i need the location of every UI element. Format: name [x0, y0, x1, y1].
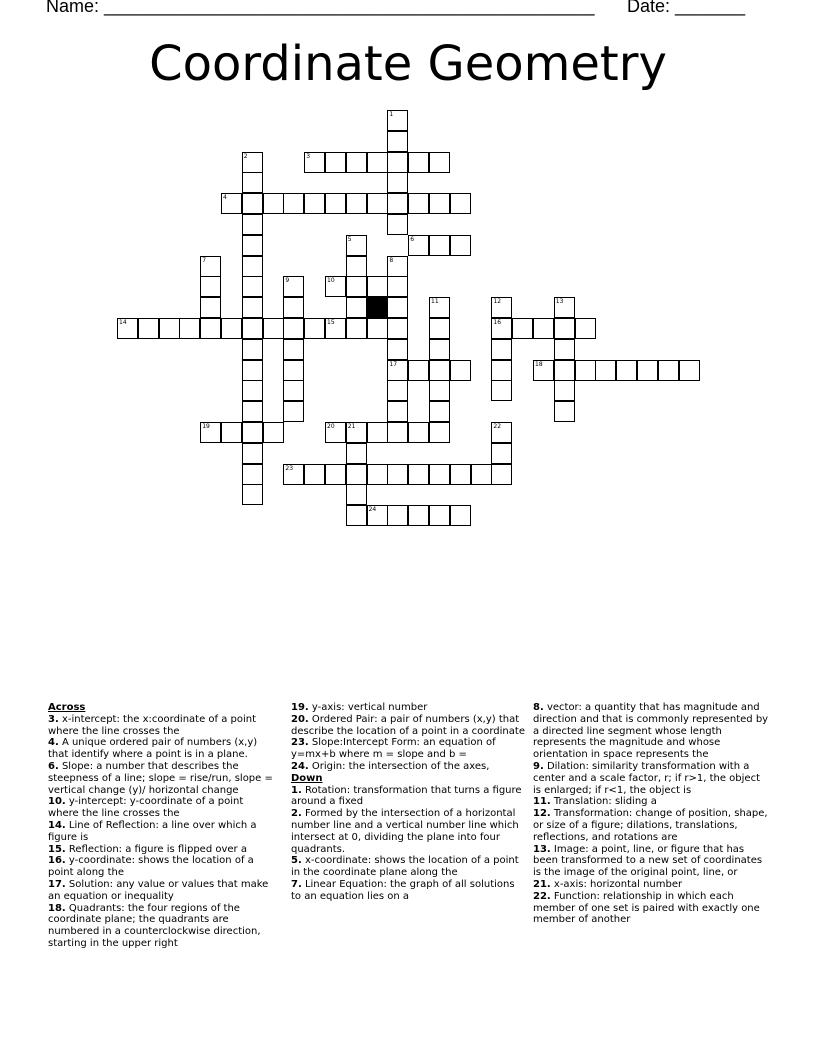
crossword-cell[interactable]: [533, 360, 554, 381]
clue-down-8: 8. vector: a quantity that has magnitude and direction and that is commonly represented by a directed line segment whose length represents the magnitude and whose orientation in space represents the: [533, 702, 769, 761]
crossword-cell[interactable]: [367, 505, 388, 526]
crossword-cell[interactable]: [242, 318, 263, 339]
crossword-cell[interactable]: [242, 360, 263, 381]
crossword-cell[interactable]: [554, 360, 575, 381]
crossword-cell[interactable]: [221, 422, 242, 443]
crossword-cell[interactable]: [429, 401, 450, 422]
crossword-cell[interactable]: [387, 505, 408, 526]
down-heading: Down: [291, 772, 323, 784]
crossword-cell[interactable]: [283, 401, 304, 422]
crossword-cell[interactable]: [242, 380, 263, 401]
crossword-cell[interactable]: [138, 318, 159, 339]
crossword-cell[interactable]: [408, 464, 429, 485]
crossword-cell[interactable]: [263, 422, 284, 443]
clue-number: 6: [410, 235, 415, 243]
crossword-cell[interactable]: [242, 339, 263, 360]
crossword-cell[interactable]: [429, 339, 450, 360]
crossword-cell[interactable]: [304, 193, 325, 214]
crossword-cell[interactable]: [512, 318, 533, 339]
crossword-cell[interactable]: [346, 422, 367, 443]
crossword-cell[interactable]: [325, 464, 346, 485]
clue-down-1: 1. Rotation: transformation that turns a figure around a fixed: [291, 784, 522, 808]
crossword-cell[interactable]: [242, 484, 263, 505]
crossword-cell[interactable]: [283, 464, 304, 485]
crossword-cell[interactable]: [283, 380, 304, 401]
clue-across-4: 4. A unique ordered pair of numbers (x,y) that identify where a point is in a plane.: [48, 737, 258, 761]
crossword-cell[interactable]: [242, 235, 263, 256]
crossword-cell[interactable]: [554, 380, 575, 401]
crossword-cell[interactable]: [159, 318, 180, 339]
crossword-cell[interactable]: [200, 318, 221, 339]
crossword-cell[interactable]: [367, 276, 388, 297]
crossword-cell[interactable]: [242, 172, 263, 193]
clue-across-6: 6. Slope: a number that describes the steepness of a line; slope = rise/run, slope = vertical change (y)/ horizontal change: [48, 760, 273, 796]
crossword-cell[interactable]: [242, 422, 263, 443]
crossword-cell[interactable]: [346, 297, 367, 318]
crossword-cell[interactable]: [367, 422, 388, 443]
clue-across-15: 15. Reflection: a figure is flipped over a: [48, 843, 247, 855]
clue-number: 22: [493, 423, 502, 430]
crossword-cell[interactable]: [304, 152, 325, 173]
crossword-cell[interactable]: [491, 380, 512, 401]
crossword-cell[interactable]: [387, 401, 408, 422]
crossword-cell[interactable]: [242, 464, 263, 485]
page-title: Coordinate Geometry: [149, 36, 667, 92]
crossword-cell[interactable]: [387, 172, 408, 193]
crossword-cell[interactable]: [221, 193, 242, 214]
crossword-cell[interactable]: [283, 297, 304, 318]
crossword-cell[interactable]: [491, 443, 512, 464]
clue-across-24: 24. Origin: the intersection of the axes,: [291, 760, 490, 772]
clue-number: 20: [327, 423, 335, 430]
clue-across-23: 23. Slope:Intercept Form: an equation of y=mx+b where m = slope and b =: [291, 737, 496, 761]
crossword-black-square: [367, 297, 388, 318]
crossword-cell[interactable]: [200, 422, 221, 443]
clue-number: 14: [119, 319, 127, 326]
crossword-cell[interactable]: [367, 152, 388, 173]
clue-number: 8: [389, 256, 394, 264]
crossword-cell[interactable]: [283, 276, 304, 297]
crossword-cell[interactable]: [429, 505, 450, 526]
clue-across-3: 3. x-intercept: the x:coordinate of a point where the line crosses the: [48, 713, 257, 737]
crossword-cell[interactable]: [346, 505, 367, 526]
crossword-cell[interactable]: [346, 152, 367, 173]
crossword-cell[interactable]: [283, 360, 304, 381]
clue-down-9: 9. Dilation: similarity transformation with a center and a scale factor, r; if r>1, the object is enlarged; if r<1, the object is: [533, 760, 761, 796]
clue-across-16: 16. y-coordinate: shows the location of a point along the: [48, 855, 254, 879]
crossword-cell[interactable]: [491, 464, 512, 485]
crossword-cell[interactable]: [491, 360, 512, 381]
clue-down-7: 7. Linear Equation: the graph of all solutions to an equation lies on a: [291, 878, 515, 902]
crossword-cell[interactable]: [429, 297, 450, 318]
clue-down-22: 22. Function: relationship in which each member of one set is paired with exactly one member of another: [533, 890, 760, 926]
clue-number: 15: [327, 319, 335, 326]
clue-number: 9: [285, 277, 290, 285]
crossword-cell[interactable]: [242, 256, 263, 277]
clue-across-10: 10. y-intercept: y-coordinate of a point where the line crosses the: [48, 796, 244, 820]
crossword-cell[interactable]: [346, 484, 367, 505]
crossword-cell[interactable]: [117, 318, 138, 339]
crossword-cell[interactable]: [387, 214, 408, 235]
crossword-cell[interactable]: [387, 464, 408, 485]
crossword-cell[interactable]: [242, 214, 263, 235]
crossword-cell[interactable]: [325, 276, 346, 297]
clue-across-14: 14. Line of Reflection: a line over which a figure is: [48, 819, 257, 843]
clue-across-20: 20. Ordered Pair: a pair of numbers (x,y) that describe the location of a point in a coordinate: [291, 713, 525, 737]
crossword-cell[interactable]: [429, 318, 450, 339]
crossword-cell[interactable]: [387, 360, 408, 381]
crossword-cell[interactable]: [242, 443, 263, 464]
clues-column-3: [533, 702, 769, 926]
crossword-cell[interactable]: [491, 339, 512, 360]
crossword-cell[interactable]: [408, 505, 429, 526]
crossword-cell[interactable]: [408, 422, 429, 443]
clue-number: 5: [347, 235, 352, 243]
crossword-cell[interactable]: [387, 422, 408, 443]
clue-number: 13: [555, 298, 564, 306]
crossword-cell[interactable]: [242, 401, 263, 422]
clue-number: 17: [389, 360, 398, 368]
crossword-cell[interactable]: [221, 318, 242, 339]
crossword-cell[interactable]: [429, 235, 450, 256]
crossword-cell[interactable]: [242, 297, 263, 318]
clue-number: 24: [368, 506, 377, 514]
crossword-cell[interactable]: [283, 318, 304, 339]
clue-down-11: 11. Translation: sliding a: [533, 796, 657, 808]
clue-number: 7: [202, 256, 207, 264]
crossword-cell[interactable]: [554, 339, 575, 360]
crossword-cell[interactable]: [387, 318, 408, 339]
clue-number: 21: [347, 423, 356, 430]
crossword-cell[interactable]: [554, 297, 575, 318]
crossword-cell[interactable]: [304, 318, 325, 339]
crossword-cell[interactable]: [429, 422, 450, 443]
crossword-cell[interactable]: [429, 360, 450, 381]
clue-across-19: 19. y-axis: vertical number: [291, 702, 428, 713]
clue-number: 4: [223, 194, 227, 202]
crossword-cell[interactable]: [200, 297, 221, 318]
crossword-cell[interactable]: [387, 193, 408, 214]
crossword-cell[interactable]: [387, 297, 408, 318]
crossword-cell[interactable]: [387, 339, 408, 360]
across-heading: Across: [48, 702, 86, 713]
crossword-cell[interactable]: [575, 318, 596, 339]
crossword-cell[interactable]: [387, 131, 408, 152]
crossword-cell[interactable]: [429, 152, 450, 173]
crossword-cell[interactable]: [263, 318, 284, 339]
crossword-cell[interactable]: [387, 380, 408, 401]
crossword-cell[interactable]: [658, 360, 679, 381]
crossword-cell[interactable]: [304, 464, 325, 485]
clue-number: 10: [327, 277, 335, 285]
crossword-cell[interactable]: [554, 318, 575, 339]
date-blank[interactable]: _______: [675, 0, 746, 16]
clue-across-18: 18. Quadrants: the four regions of the coordinate plane; the quadrants are numbered in a counterclockwise direction, starting in the upper right: [48, 902, 261, 949]
crossword-cell[interactable]: [179, 318, 200, 339]
crossword-cell[interactable]: [450, 193, 471, 214]
clue-number: 1: [389, 111, 394, 118]
crossword-cell[interactable]: [408, 235, 429, 256]
clue-across-17: 17. Solution: any value or values that make an equation or inequality: [48, 878, 269, 902]
crossword-cell[interactable]: [325, 152, 346, 173]
crossword-cell[interactable]: [387, 110, 408, 131]
crossword-cell[interactable]: [450, 505, 471, 526]
clue-number: 18: [535, 360, 543, 368]
crossword-cell[interactable]: [637, 360, 658, 381]
crossword-cell[interactable]: [491, 297, 512, 318]
crossword-cell[interactable]: [387, 152, 408, 173]
crossword-cell[interactable]: [616, 360, 637, 381]
clue-number: 2: [243, 152, 248, 160]
crossword-cell[interactable]: [200, 256, 221, 277]
crossword-cell[interactable]: [346, 443, 367, 464]
crossword-cell[interactable]: [242, 152, 263, 173]
clue-number: 23: [285, 464, 294, 472]
crossword-cell[interactable]: [325, 318, 346, 339]
crossword-cell[interactable]: [367, 193, 388, 214]
clue-down-13: 13. Image: a point, line, or figure that has been transformed to a new set of coordinates is the image of the original point, line, or: [533, 843, 763, 879]
crossword-cell[interactable]: [325, 193, 346, 214]
clue-down-12: 12. Transformation: change of position, shape, or size of a figure; dilations, translations, reflections, and rotations are: [533, 808, 768, 843]
name-blank[interactable]: _________________________________________________: [104, 0, 595, 16]
crossword-cell[interactable]: [408, 152, 429, 173]
crossword-cell[interactable]: [346, 464, 367, 485]
clue-number: 3: [306, 152, 311, 160]
crossword-cell[interactable]: [408, 193, 429, 214]
crossword-cell[interactable]: [450, 235, 471, 256]
crossword-cell[interactable]: [325, 422, 346, 443]
crossword-cell[interactable]: [554, 401, 575, 422]
clue-number: 12: [493, 298, 502, 306]
crossword-cell[interactable]: [387, 276, 408, 297]
crossword-cell[interactable]: [429, 193, 450, 214]
crossword-cell[interactable]: [491, 422, 512, 443]
crossword-cell[interactable]: [595, 360, 616, 381]
crossword-cell[interactable]: [450, 360, 471, 381]
crossword-cell[interactable]: [346, 318, 367, 339]
crossword-cell[interactable]: [533, 318, 554, 339]
clue-number: 11: [431, 298, 439, 306]
crossword-cell[interactable]: [429, 380, 450, 401]
crossword-cell[interactable]: [491, 318, 512, 339]
clues-column-1: [48, 702, 274, 950]
crossword-cell[interactable]: [283, 193, 304, 214]
clue-down-5: 5. x-coordinate: shows the location of a point in the coordinate plane along the: [291, 855, 519, 879]
crossword-cell[interactable]: [346, 276, 367, 297]
crossword-cell[interactable]: [408, 360, 429, 381]
clue-number: 16: [493, 319, 502, 326]
clue-number: 19: [202, 423, 210, 430]
crossword-cell[interactable]: [679, 360, 700, 381]
crossword-cell[interactable]: [242, 193, 263, 214]
crossword-cell[interactable]: [429, 464, 450, 485]
clues-column-2: [291, 702, 525, 903]
date-label: Date:: [627, 0, 676, 16]
crossword-cell[interactable]: [450, 464, 471, 485]
crossword-cell[interactable]: [471, 464, 492, 485]
crossword-cell[interactable]: [263, 193, 284, 214]
clue-down-21: 21. x-axis: horizontal number: [533, 878, 683, 890]
crossword-cell[interactable]: [387, 256, 408, 277]
crossword-cell[interactable]: [346, 256, 367, 277]
crossword-cell[interactable]: [283, 339, 304, 360]
crossword-cell[interactable]: [346, 193, 367, 214]
crossword-cell[interactable]: [367, 464, 388, 485]
crossword-cell[interactable]: [575, 360, 596, 381]
name-label: Name:: [46, 0, 105, 16]
crossword-cell[interactable]: [242, 276, 263, 297]
crossword-cell[interactable]: [346, 235, 367, 256]
crossword-cell[interactable]: [200, 276, 221, 297]
clue-down-2: 2. Formed by the intersection of a horizontal number line and a vertical number line which intersect at 0, dividing the plane into four quadrants.: [291, 808, 519, 855]
crossword-cell[interactable]: [367, 318, 388, 339]
